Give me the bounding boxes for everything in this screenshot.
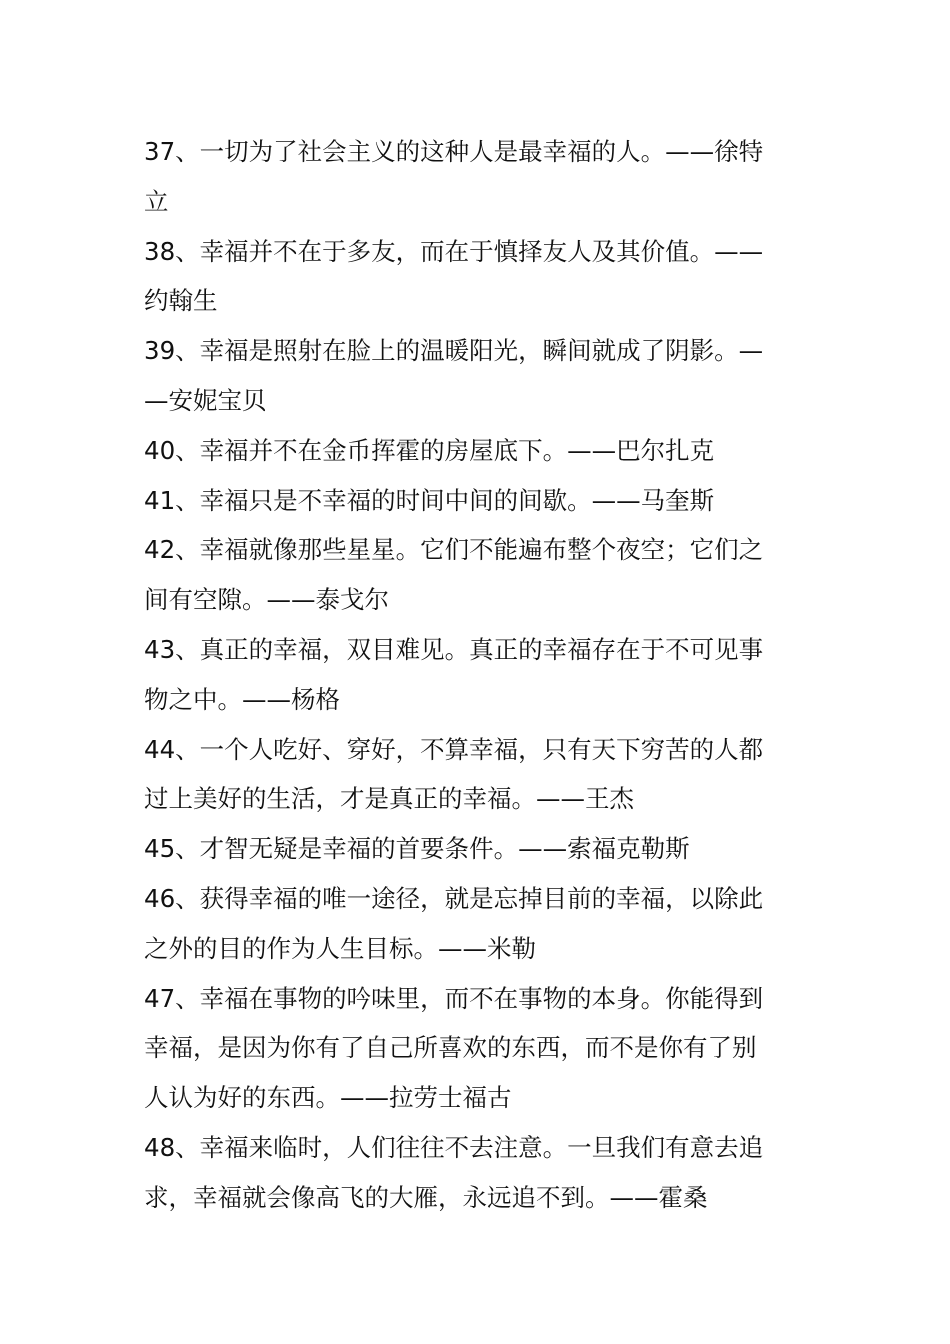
quote-line: 44、一个人吃好、穿好，不算幸福，只有天下穷苦的人都 (144, 734, 764, 764)
quote-line: 求，幸福就会像高飞的大雁，永远追不到。——霍桑 (144, 1182, 708, 1212)
quote-line: 立 (144, 186, 169, 216)
quote-line: 43、真正的幸福，双目难见。真正的幸福存在于不可见事 (144, 634, 764, 664)
quote-44 (144, 725, 794, 825)
quote-line: 38、幸福并不在于多友，而在于慎择友人及其价值。—— (144, 236, 764, 266)
quote-41 (144, 476, 794, 526)
quote-line: 42、幸福就像那些星星。它们不能遍布整个夜空；它们之 (144, 535, 764, 565)
quote-line: 幸福，是因为你有了自己所喜欢的东西，而不是你有了别 (144, 1033, 757, 1063)
quote-40 (144, 426, 794, 476)
quote-line: 37、一切为了社会主义的这种人是最幸福的人。——徐特 (144, 137, 764, 166)
quote-48 (144, 1123, 794, 1223)
quote-line: 40、幸福并不在金币挥霍的房屋底下。——巴尔扎克 (144, 435, 715, 465)
quote-39 (144, 326, 794, 426)
quote-line: 45、才智无疑是幸福的首要条件。——索福克勒斯 (144, 834, 690, 864)
quote-line: 39、幸福是照射在脸上的温暖阳光，瞬间就成了阴影。— (144, 336, 764, 366)
quote-line: 41、幸福只是不幸福的时间中间的间歇。——马奎斯 (144, 485, 715, 515)
quote-42 (144, 525, 794, 625)
quote-line: 48、幸福来临时，人们往往不去注意。一旦我们有意去追 (144, 1132, 764, 1162)
quote-45 (144, 824, 794, 874)
quote-47 (144, 974, 794, 1123)
quote-list (144, 127, 794, 1223)
quote-line: 之外的目的作为人生目标。——米勒 (144, 933, 536, 963)
quote-line: 46、获得幸福的唯一途径，就是忘掉目前的幸福，以除此 (144, 883, 764, 913)
quote-line: 过上美好的生活，才是真正的幸福。——王杰 (144, 784, 634, 814)
quote-line: 间有空隙。——泰戈尔 (144, 585, 389, 615)
quote-37 (144, 127, 794, 227)
quote-line: 47、幸福在事物的吟味里，而不在事物的本身。你能得到 (144, 983, 764, 1013)
quote-43 (144, 625, 794, 725)
quote-line: 约翰生 (144, 286, 218, 316)
quote-line: —安妮宝贝 (144, 385, 267, 415)
quote-line: 人认为好的东西。——拉劳士福古 (144, 1083, 512, 1113)
quote-line: 物之中。——杨格 (144, 684, 340, 714)
quote-46 (144, 874, 794, 974)
quote-38 (144, 227, 794, 327)
